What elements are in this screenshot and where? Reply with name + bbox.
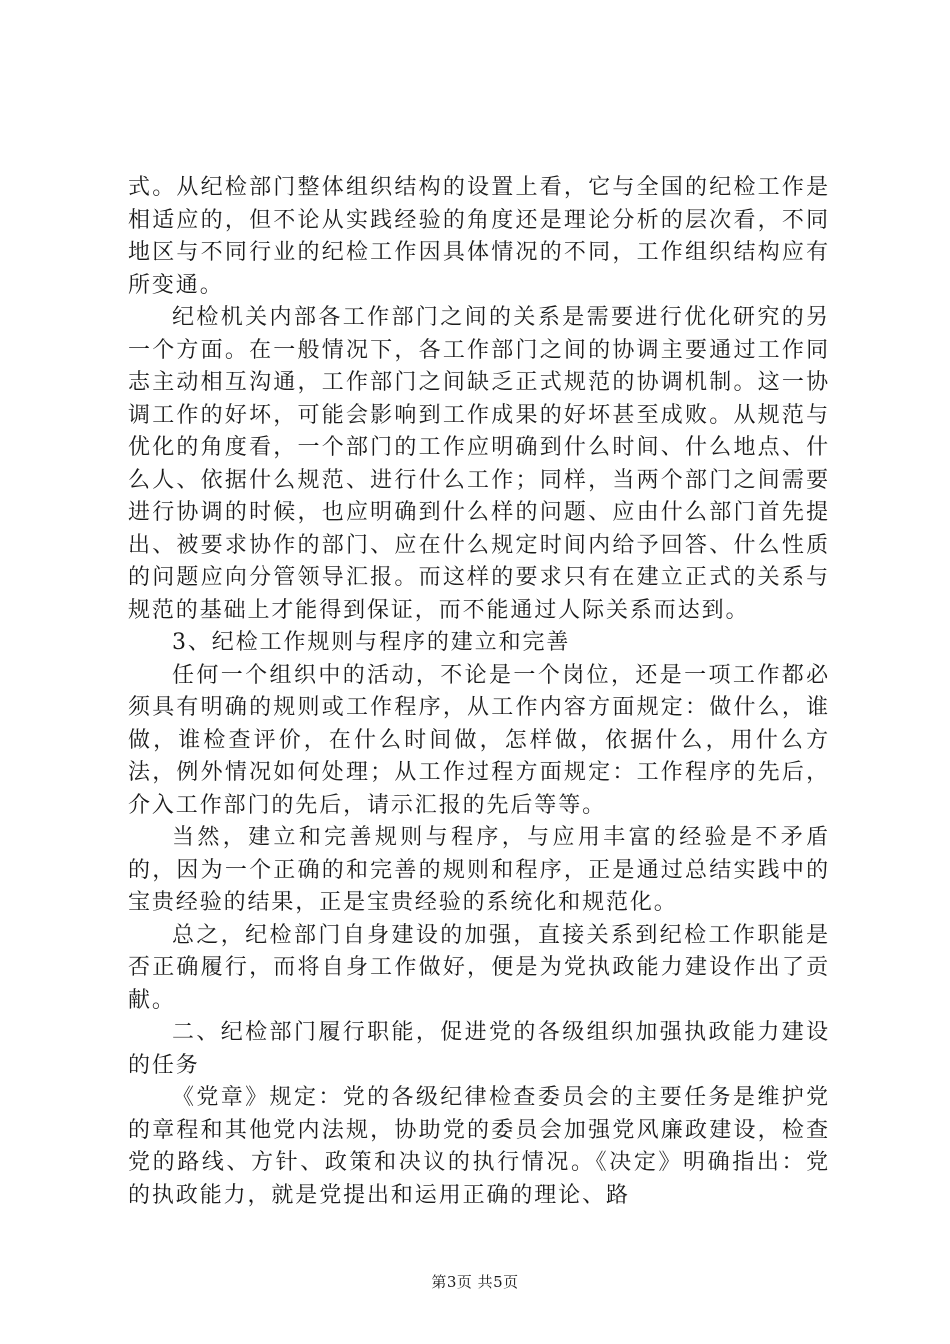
paragraph-6: 总之，纪检部门自身建设的加强，直接关系到纪检工作职能是否正确履行，而将自身工作做好，便是为党执政能力建设作出了贡献。 xyxy=(128,922,830,1013)
paragraph-4: 任何一个组织中的活动，不论是一个岗位，还是一项工作都必须具有明确的规则或工作程序，从工作内容方面规定：做什么，谁做，谁检查评价，在什么时间做，怎样做，依据什么，用什么方法，例外情况如何处理；从工作过程方面规定：工作程序的先后，介入工作部门的先后，请示汇报的先后等等。 xyxy=(128,662,830,818)
paragraph-5: 当然，建立和完善规则与程序，与应用丰富的经验是不矛盾的，因为一个正确的和完善的规则和程序，正是通过总结实践中的宝贵经验的结果，正是宝贵经验的系统化和规范化。 xyxy=(128,825,830,915)
section-heading-2: 二、纪检部门履行职能，促进党的各级组织加强执政能力建设的任务 xyxy=(128,1020,830,1078)
paragraph-8: 《党章》规定：党的各级纪律检查委员会的主要任务是维护党的章程和其他党内法规，协助党的委员会加强党风廉政建设，检查党的路线、方针、政策和决议的执行情况。《决定》明确指出：党的执政能力，就是党提出和运用正确的理论、路 xyxy=(128,1085,830,1208)
document-body xyxy=(128,172,830,1212)
section-heading-3: 3、纪检工作规则与程序的建立和完善 xyxy=(172,630,571,655)
paragraph-1: 式。从纪检部门整体组织结构的设置上看，它与全国的纪检工作是相适应的，但不论从实践经验的角度还是理论分析的层次看，不同地区与不同行业的纪检工作因具体情况的不同，工作组织结构应有所变通。 xyxy=(128,175,830,298)
paragraph-2: 纪检机关内部各工作部门之间的关系是需要进行优化研究的另一个方面。在一般情况下，各工作部门之间的协调主要通过工作同志主动相互沟通，工作部门之间缺乏正式规范的协调机制。这一协调工作的好坏，可能会影响到工作成果的好坏甚至成败。从规范与优化的角度看，一个部门的工作应明确到什么时间、什么地点、什么人、依据什么规范、进行什么工作；同样，当两个部门之间需要进行协调的时候，也应明确到什么样的问题、应由什么部门首先提出、被要求协作的部门、应在什么规定时间内给予回答、什么性质的问题应向分管领导汇报。而这样的要求只有在建立正式的关系与规范的基础上才能得到保证，而不能通过人际关系而达到。 xyxy=(128,305,830,623)
page-number-footer: 第3页 共5页 xyxy=(431,1273,519,1291)
